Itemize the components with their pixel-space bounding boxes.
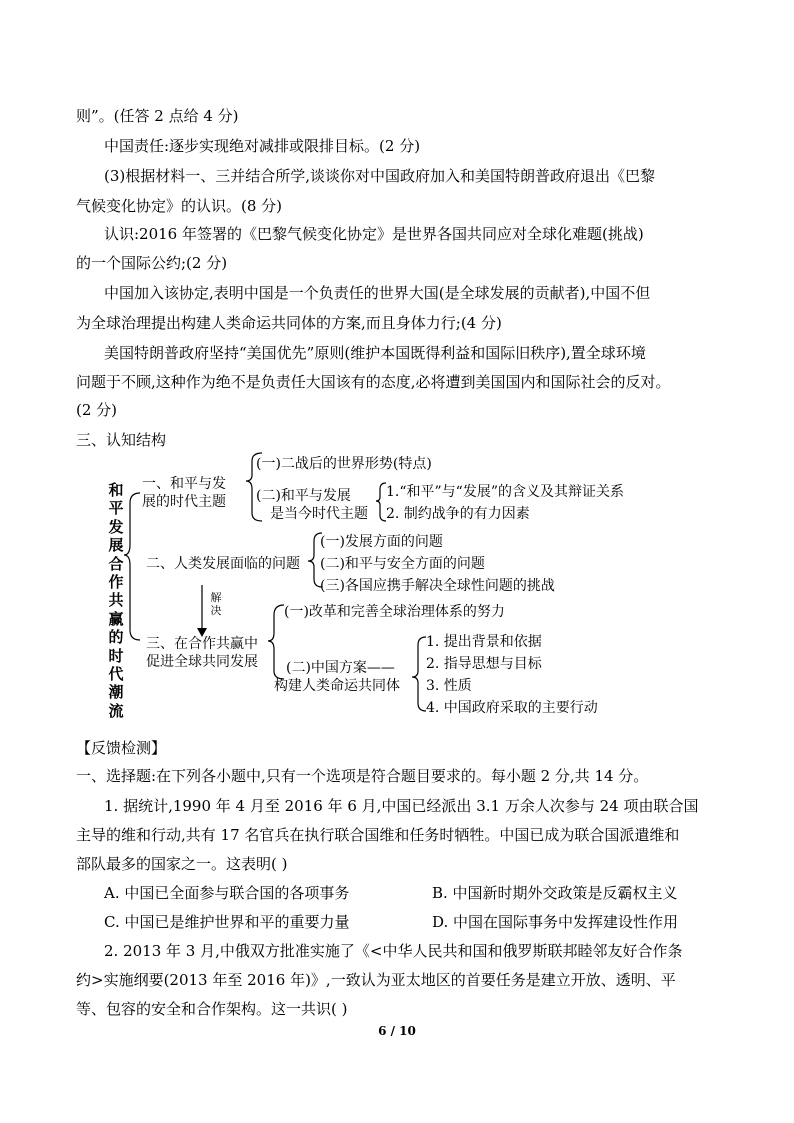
answer-line: 问题于不顾,这种作为绝不是负责任大国该有的态度,必将遭到美国国内和国际社会的反对。 xyxy=(76,373,671,391)
question-line: 约>实施纲要(2013 年至 2016 年)》,一致认为亚太地区的首要任务是建立开放、透明、平 xyxy=(76,971,676,989)
b3-bracket xyxy=(268,605,284,679)
branch3-title: 三、在合作共赢中 xyxy=(146,636,258,652)
answer-line: 中国责任:逐步实现绝对减排或限排目标。(2 分) xyxy=(104,137,421,155)
branch3-item: (一)改革和完善全球治理体系的努力 xyxy=(284,604,505,620)
answer-line: (2 分) xyxy=(76,401,118,419)
answer-line: 的一个国际公约;(2 分) xyxy=(76,254,228,272)
option-c: C. 中国已是维护世界和平的重要力量 xyxy=(104,913,350,931)
branch2-item: (一)发展方面的问题 xyxy=(320,534,443,550)
b3-sub-bracket xyxy=(412,637,426,711)
question-line: 主导的维和行动,共有 17 名官兵在执行联合国维和任务时牺牲。中国已成为联合国派遣维和 xyxy=(76,826,680,844)
branch1-subitem: 2. 制约战争的有力因素 xyxy=(386,506,530,522)
question-line: 等、包容的安全和合作架构。这一共识( ) xyxy=(76,1000,348,1018)
branch3-subitem: 2. 指导思想与目标 xyxy=(426,656,542,672)
question-line: 气候变化协定》的认识。(8 分) xyxy=(76,197,283,215)
page-number: 6 / 10 xyxy=(378,1024,416,1038)
option-d: D. 中国在国际事务中发挥建设性作用 xyxy=(432,913,679,931)
branch3-subitem: 3. 性质 xyxy=(426,678,472,694)
branch2-title: 二、人类发展面临的问题 xyxy=(146,556,300,572)
branch1-item: 是当今时代主题 xyxy=(270,506,368,522)
answer-line: 美国特朗普政府坚持“美国优先”原则(维护本国既得利益和国际旧秩序),置全球环境 xyxy=(104,344,646,362)
diagram-root-label: 和平发展合作共赢的时代潮流 xyxy=(108,481,124,720)
option-b: B. 中国新时期外交政策是反霸权主义 xyxy=(432,884,678,902)
branch2-item: (三)各国应携手解决全球性问题的挑战 xyxy=(320,578,555,594)
branch3-item: 构建人类命运共同体 xyxy=(274,678,400,694)
question-line: (3)根据材料一、三并结合所学,谈谈你对中国政府加入和美国特朗普政府退出《巴黎 xyxy=(104,167,656,185)
answer-line: 则”。(任答 2 点给 4 分) xyxy=(76,107,239,125)
root-bracket xyxy=(124,493,140,640)
branch3-subitem: 1. 提出背景和依据 xyxy=(426,634,542,650)
branch1-item: (一)二战后的世界形势(特点) xyxy=(256,456,432,472)
branch1-item: (二)和平与发展 xyxy=(256,488,351,504)
option-a: A. 中国已全面参与联合国的各项事务 xyxy=(104,884,350,902)
section-heading: 三、认知结构 xyxy=(76,431,167,449)
answer-line: 认识:2016 年签署的《巴黎气候变化协定》是世界各国共同应对全球化难题(挑战) xyxy=(104,225,644,243)
branch2-item: (二)和平与安全方面的问题 xyxy=(320,556,485,572)
branch3-title: 促进全球共同发展 xyxy=(146,654,258,670)
question-line: 2. 2013 年 3 月,中俄双方批准实施了《<中华人民共和国和俄罗斯联邦睦邻友好合作条 xyxy=(104,942,683,960)
question-line: 部队最多的国家之一。这表明( ) xyxy=(76,855,288,873)
part-heading: 一、选择题:在下列各小题中,只有一个选项是符合题目要求的。每小题 2 分,共 14 分。 xyxy=(76,767,649,785)
branch3-item: (二)中国方案—— xyxy=(286,660,395,676)
branch1-subitem: 1.“和平”与“发展”的含义及其辩证关系 xyxy=(386,484,624,500)
answer-line: 为全球治理提出构建人类命运共同体的方案,而且身体力行;(4 分) xyxy=(76,314,502,332)
question-line: 1. 据统计,1990 年 4 月至 2016 年 6 月,中国已经派出 3.1 万余人次参与 24 项由联合国 xyxy=(104,797,699,815)
branch1-title: 展的时代主题 xyxy=(142,494,226,510)
feedback-heading: 【反馈检测】 xyxy=(76,739,167,757)
answer-line: 中国加入该协定,表明中国是一个负责任的世界大国(是全球发展的贡献者),中国不但 xyxy=(104,284,651,302)
branch1-title: 一、和平与发 xyxy=(142,476,226,492)
cognitive-structure-diagram xyxy=(96,445,696,725)
arrow-label: 解决 xyxy=(210,591,222,617)
b1-sub-bracket xyxy=(376,483,386,521)
branch3-subitem: 4. 中国政府采取的主要行动 xyxy=(426,700,598,716)
